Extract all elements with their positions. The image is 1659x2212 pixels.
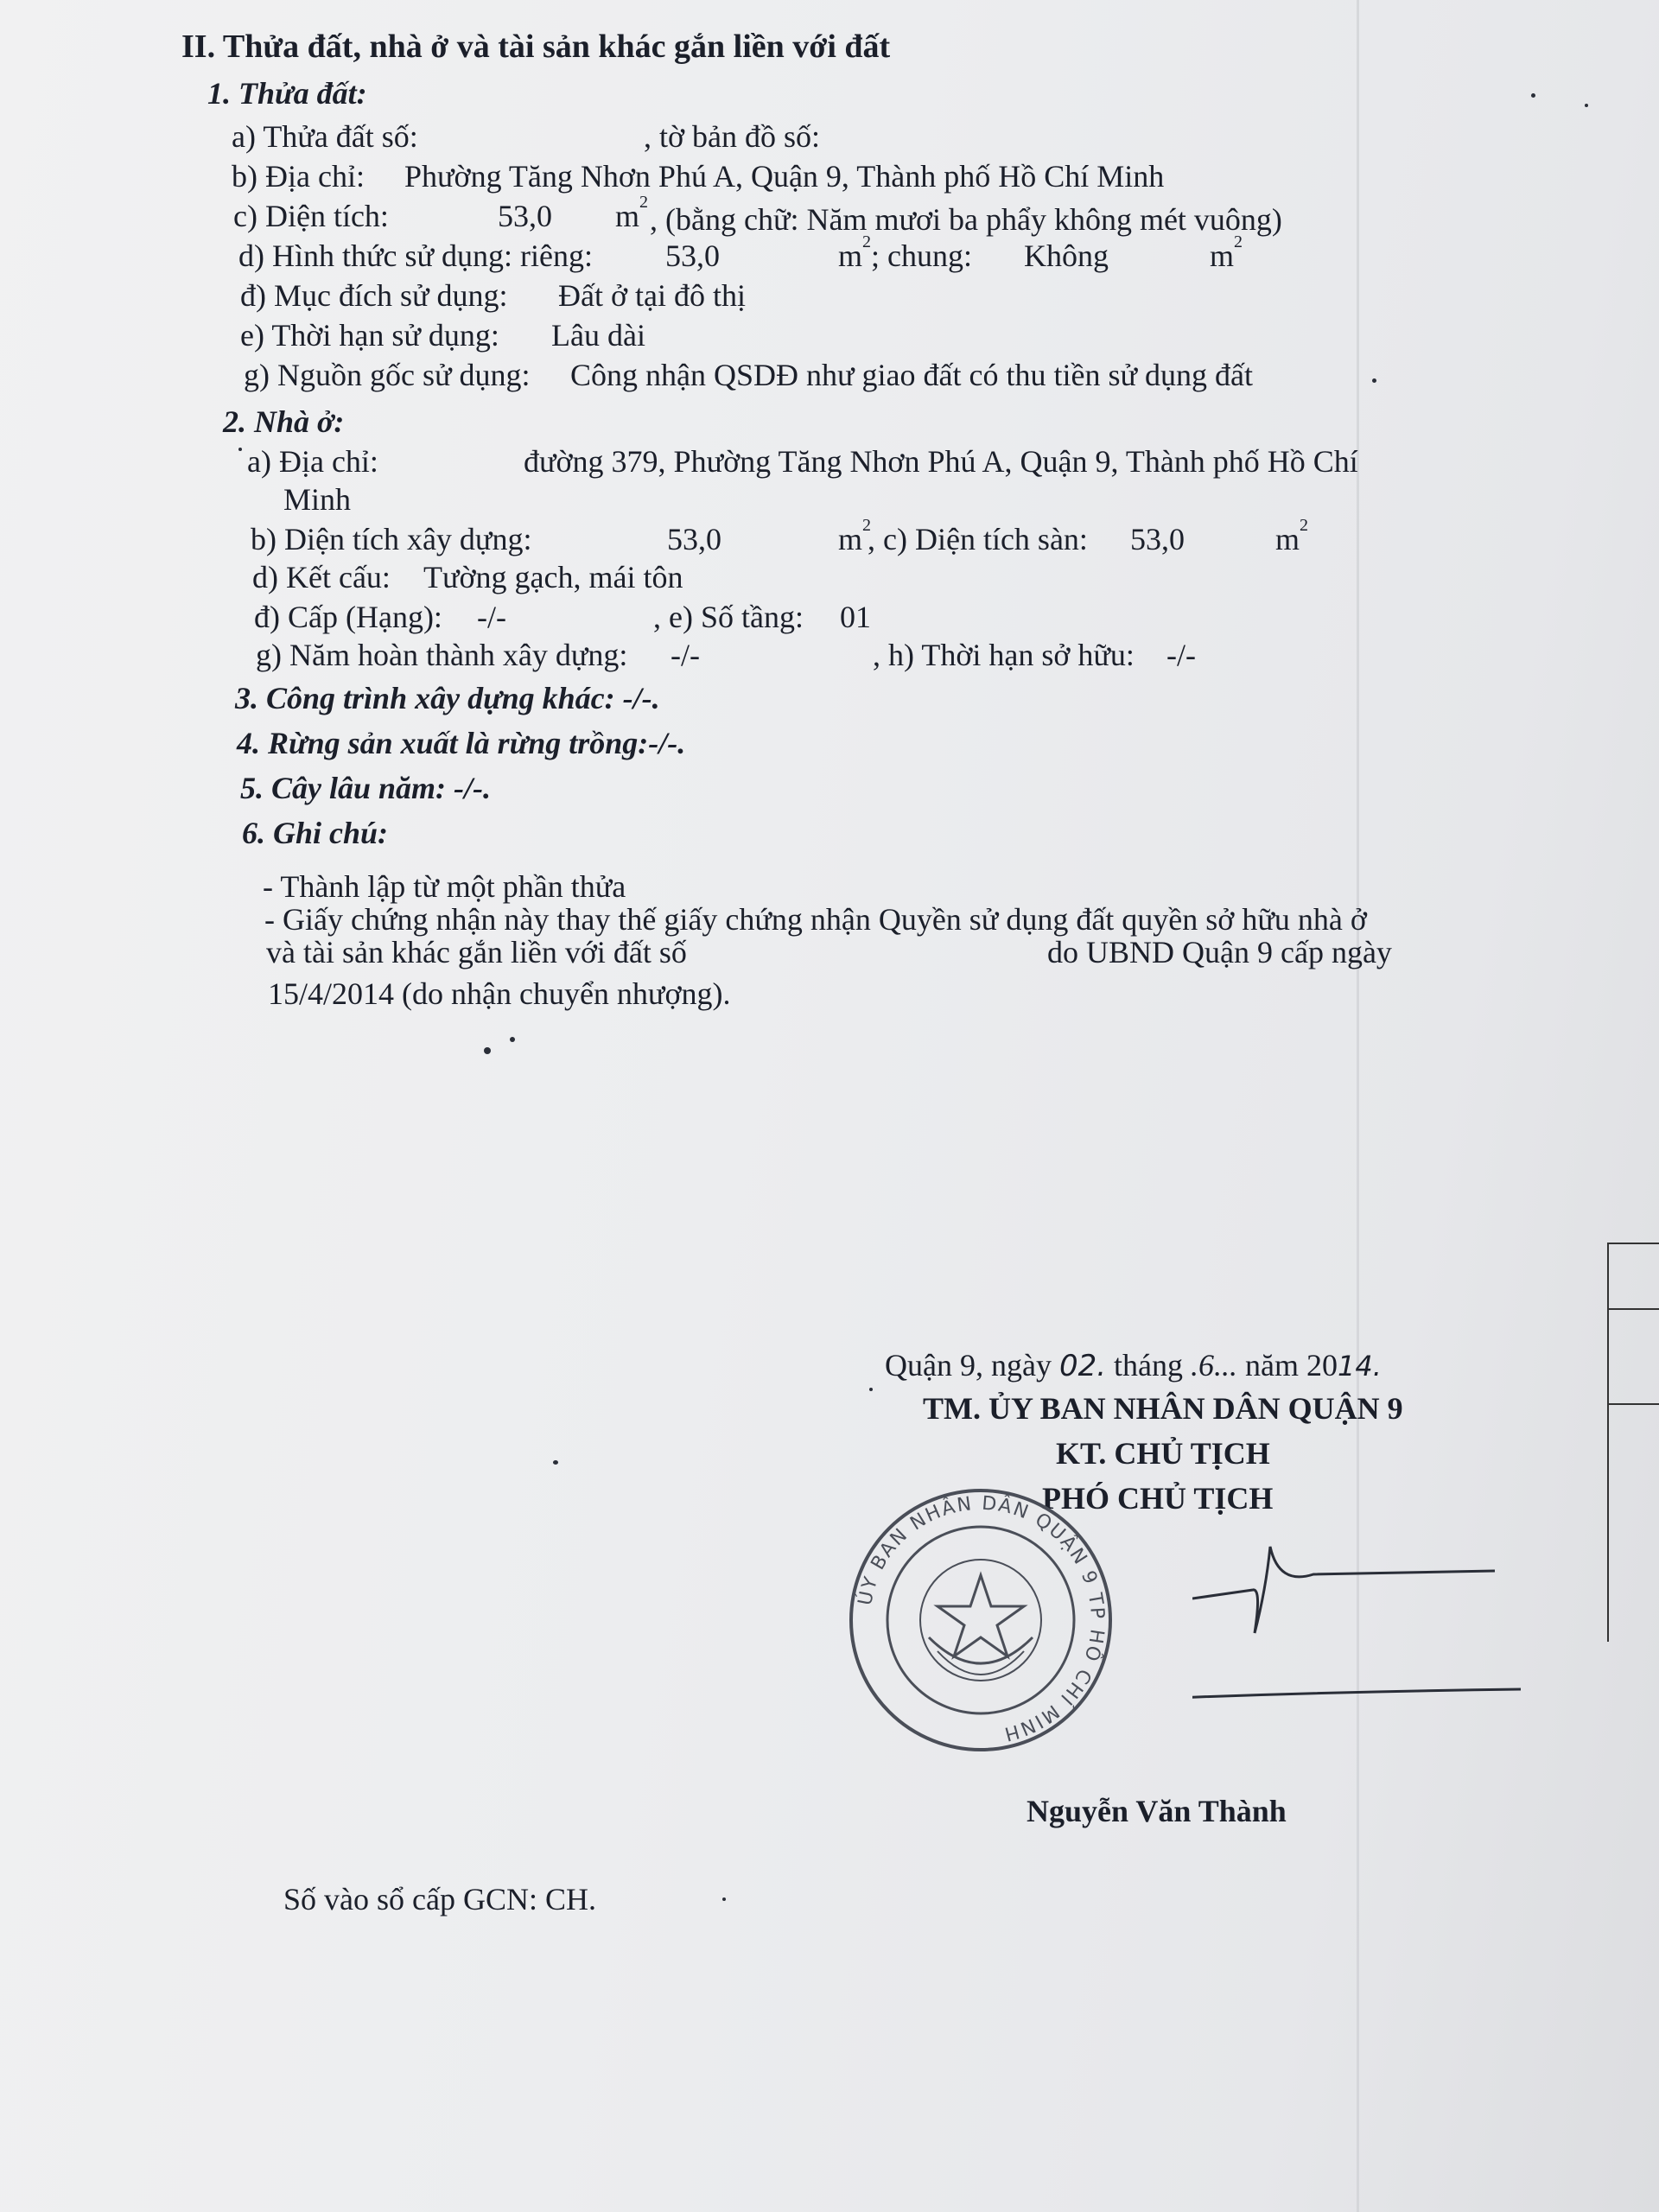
- registry-number: Số vào sổ cấp GCN: CH.: [283, 1882, 596, 1916]
- house-address-label: a) Địa chỉ:: [247, 444, 378, 479]
- built-area-value: 53,0: [667, 522, 721, 556]
- floor-area-value: 53,0: [1130, 522, 1185, 556]
- completed-value: -/-: [671, 638, 700, 672]
- grade-value: -/-: [477, 600, 506, 634]
- note-2-line-2b: do UBND Quận 9 cấp ngày: [1047, 935, 1392, 969]
- house-address-value-1: đường 379, Phường Tăng Nhơn Phú A, Quận 9, Thành phố Hồ Chí: [524, 444, 1358, 479]
- area-in-words: , (bằng chữ: Năm mươi ba phẩy không mét vuông): [650, 202, 1282, 237]
- land-address-value: Phường Tăng Nhơn Phú A, Quận 9, Thành phố Hồ Chí Minh: [404, 159, 1165, 194]
- use-shared-unit: $m^2$: [1210, 232, 1243, 273]
- floors-value: 01: [840, 600, 871, 634]
- use-shared-label: ; chung:: [871, 238, 972, 273]
- map-no-label: , tờ bản đồ số:: [644, 119, 821, 154]
- floor-area-unit: $m^2$: [1275, 516, 1309, 556]
- area-unit: $m^2$: [615, 193, 649, 233]
- built-area-label: b) Diện tích xây dựng:: [251, 522, 532, 556]
- built-area-unit: $m^2$: [838, 516, 872, 556]
- note-2-line-2a: và tài sản khác gắn liền với đất số: [266, 935, 687, 969]
- ink-speck: [869, 1388, 873, 1391]
- handwritten-signature: [1192, 1538, 1521, 1719]
- land-address-label: b) Địa chỉ:: [232, 159, 365, 194]
- ownership-term-value: -/-: [1166, 638, 1196, 672]
- note-2-line-3: 15/4/2014 (do nhận chuyển nhượng).: [268, 976, 731, 1011]
- land-heading: 1. Thửa đất:: [207, 76, 367, 111]
- house-address-value-2: Minh: [283, 482, 352, 517]
- completed-label: g) Năm hoàn thành xây dựng:: [256, 638, 628, 672]
- paper-fold-line: [1357, 0, 1359, 2212]
- signer-name: Nguyễn Văn Thành: [1027, 1794, 1287, 1828]
- ink-speck: [510, 1037, 515, 1042]
- ink-speck: [238, 448, 242, 451]
- use-shared-value: Không: [1024, 238, 1109, 273]
- position-title: PHÓ CHỦ TỊCH: [1042, 1481, 1274, 1516]
- note-1: - Thành lập từ một phần thửa: [263, 869, 626, 904]
- note-2-line-1: - Giấy chứng nhận này thay thế giấy chứng nhận Quyền sử dụng đất quyền sở hữu nhà ở: [264, 902, 1367, 937]
- area-label: c) Diện tích:: [233, 199, 389, 233]
- other-construction: 3. Công trình xây dựng khác: -/-.: [235, 681, 660, 715]
- ink-speck: [1372, 378, 1376, 383]
- section-title: II. Thửa đất, nhà ở và tài sản khác gắn liền với đất: [181, 29, 891, 65]
- seal-text: ỦY BAN NHÂN DÂN QUẬN 9 TP HỒ CHÍ MINH: [855, 1492, 1109, 1745]
- notes-heading: 6. Ghi chú:: [242, 816, 389, 850]
- house-heading: 2. Nhà ở:: [223, 404, 345, 439]
- adjacent-page-edge: [1607, 1243, 1659, 1642]
- use-form-label: d) Hình thức sử dụng: riêng:: [238, 238, 593, 273]
- ink-speck: [484, 1047, 491, 1054]
- structure-label: d) Kết cấu:: [252, 560, 391, 594]
- grade-label: đ) Cấp (Hạng):: [254, 600, 442, 634]
- parcel-no-label: a) Thửa đất số:: [232, 119, 418, 154]
- structure-value: Tường gạch, mái tôn: [423, 560, 683, 594]
- origin-value: Công nhận QSDĐ như giao đất có thu tiền sử dụng đất: [570, 358, 1253, 392]
- ink-speck: [722, 1897, 726, 1901]
- ink-speck: [1531, 93, 1535, 98]
- term-label: e) Thời hạn sử dụng:: [240, 318, 499, 353]
- use-private-unit: $m^2$: [838, 232, 872, 273]
- ink-speck: [553, 1460, 558, 1465]
- floor-area-label: , c) Diện tích sàn:: [868, 522, 1088, 556]
- ink-speck: [1585, 104, 1588, 107]
- on-behalf-title: KT. CHỦ TỊCH: [1056, 1436, 1270, 1471]
- area-value: 53,0: [498, 199, 552, 233]
- ownership-term-label: , h) Thời hạn sở hữu:: [873, 638, 1135, 672]
- signing-date: Quận 9, ngày 02. tháng .6... năm 2014.: [885, 1348, 1382, 1383]
- purpose-label: đ) Mục đích sử dụng:: [240, 278, 508, 313]
- floors-label: , e) Số tầng:: [653, 600, 804, 634]
- origin-label: g) Nguồn gốc sử dụng:: [244, 358, 531, 392]
- term-value: Lâu dài: [551, 318, 645, 353]
- planted-forest: 4. Rừng sản xuất là rừng trồng:-/-.: [237, 726, 686, 760]
- perennial-trees: 5. Cây lâu năm: -/-.: [240, 771, 492, 805]
- authority-title: TM. ỦY BAN NHÂN DÂN QUẬN 9: [923, 1391, 1403, 1426]
- purpose-value: Đất ở tại đô thị: [558, 278, 747, 313]
- use-private-value: 53,0: [665, 238, 720, 273]
- official-seal: [842, 1482, 1119, 1758]
